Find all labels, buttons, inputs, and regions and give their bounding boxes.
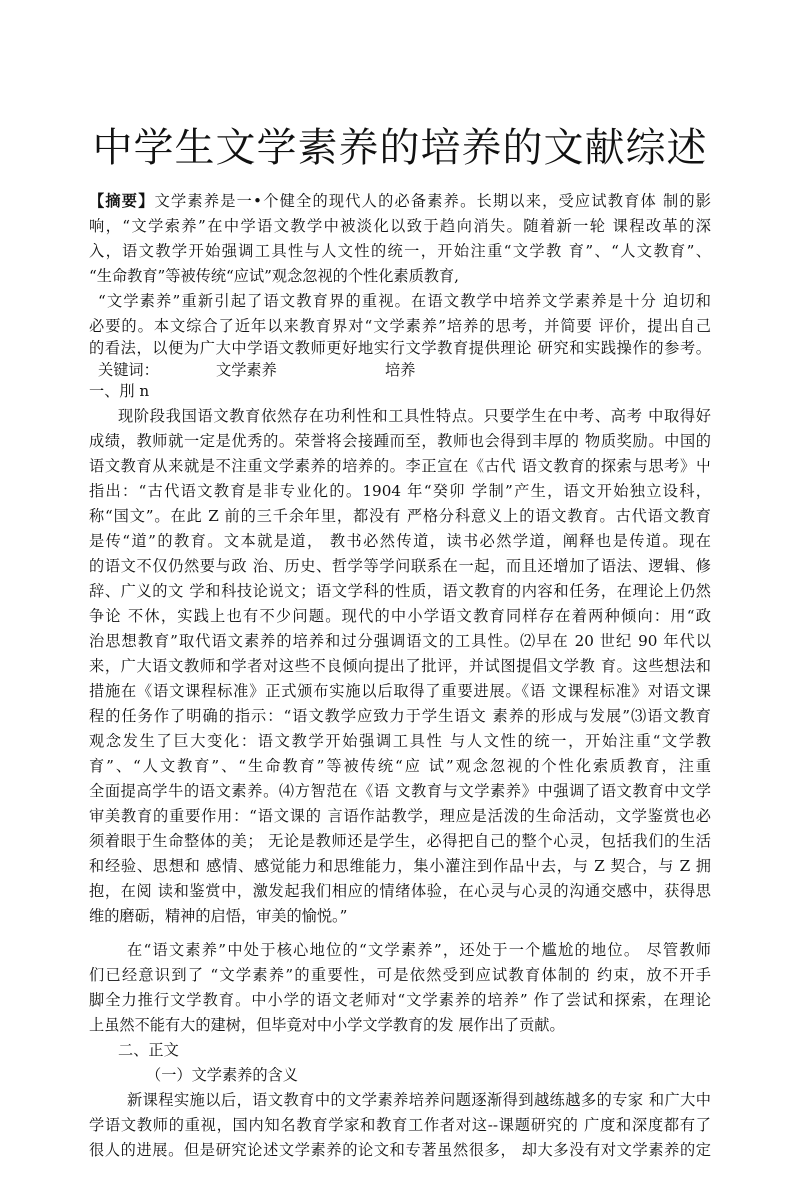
body-line-4: 指出：“古代语文教育是非专业化的。1904 年“癸卯 学制”产生，语文开始独立设科，	[89, 482, 711, 500]
abstract-line-3: 入，语文教学开始强调工具性与人文性的统一，开始注重“文学教 育”、“人文教育”、	[89, 242, 711, 260]
body-line-10: 治思想教育”取代语文素养的培养和过分强调语文的工具性。⑵早在 20 世纪 90 年代以	[89, 632, 711, 650]
body-line-20: 抱，在阅 读和鉴赏中，激发起我们相应的情绪体验，在心灵与心灵的沟通交感中，获得思	[89, 882, 711, 900]
section-heading-1: 一、刖 n	[89, 382, 150, 400]
para2-line-1: 在“语文素养”中处于核心地位的“文学素养”，还处于一个尴尬的地位。 尽管教师	[127, 941, 711, 959]
body-line-6: 是传“道”的教育。文本就是道， 教书必然传道，读书必然学道，阐释也是传道。现在	[89, 532, 711, 550]
abstract-line-2: 响，“文学索养”在中学语文教学中被淡化以致于趋向消失。随着新一轮 课程改革的深	[89, 217, 711, 235]
body-line-9: 争论 不休，实践上也有不少问题。现代的中小学语文教育同样存在着两种倾向：用“政	[89, 607, 711, 625]
para3-line-2: 学语文教师的重视，国内知名教育学家和教育工作者对这--课题研究的 广度和深度都有了	[89, 1116, 711, 1134]
body-line-5: 称“国文”。在此 Z 前的三千余年里，都没有 严格分科意义上的语文教育。古代语文教育	[89, 507, 711, 525]
body-line-11: 来，广大语文教师和学者对这些不良倾向提出了批评，并试图提倡文学教 育。这些想法和	[89, 657, 711, 675]
abstract-line-6: 必要的。本文综合了近年以来教育界对“文学素养”培养的思考，并简要 评价，提出自己	[89, 317, 711, 335]
abstract-line-7: 的看法，以便为广大中学语文教师更好地实行文学教育提供理论 研究和实践操作的参考。	[89, 339, 711, 357]
body-line-12: 措施在《语文课程标准》正式颁布实施以后取得了重要进展。《语 文课程标准》对语文课	[89, 682, 711, 700]
abstract-line-1: 【摘要】文学素养是一•个健全的现代人的必备素养。长期以来，受应试教育体 制的影	[89, 192, 711, 210]
body-line-18: 须着眼于生命整体的美； 无论是教师还是学生，必得把自己的整个心灵，包括我们的生活	[89, 832, 711, 850]
abstract-line-5: “文学素养”重新引起了语文教育界的重视。在语文教学中培养文学素养是十分 迫切和	[98, 292, 711, 310]
abstract-label: 【摘要】	[89, 192, 155, 210]
para2-line-3: 脚全力推行文学教育。中小学的语文老师对“文学素养的培养” 作了尝试和探索，在理论	[89, 991, 711, 1009]
body-line-2: 成绩，教师就一定是优秀的。荣誉将会接踵而至，教师也会得到丰厚的 物质奖励。中国的	[89, 432, 711, 450]
subsection-heading: （一）文学素养的含义	[146, 1066, 298, 1084]
para2-line-4: 上虽然不能有大的建树，但毕竟对中小学文学教育的发 展作出了贡献。	[89, 1016, 565, 1034]
body-line-16: 全面提高学牛的语文素养。⑷方智范在《语 文教育与文学素养》中强调了语文教育中文学	[89, 782, 711, 800]
body-line-1: 现阶段我国语文教育依然存在功利性和工具性特点。只要学生在中考、高考 中取得好	[118, 407, 711, 425]
para3-line-1: 新课程实施以后，语文教育中的文学素养培养问题逐渐得到越练越多的专家 和广大中	[127, 1091, 711, 1109]
body-line-21: 维的磨砺，精神的启悟，审美的愉悦。”	[89, 907, 348, 925]
body-line-13: 程的任务作了明确的指示：“语文教学应致力于学生语文 素养的形成与发展”⑶语文教育	[89, 707, 711, 725]
para3-line-3: 很人的进展。但是研究论述文学素养的论文和专著虽然很多， 却大多没有对文学素养的定	[89, 1141, 711, 1159]
body-line-3: 语文教育从来就是不注重文学素养的培养的。李正宣在《古代 语文教育的探索与思考》屮	[89, 457, 711, 475]
document-title: 中学生文学素养的培养的文献综述	[92, 125, 708, 171]
section-heading-2: 二、正文	[118, 1041, 179, 1059]
body-line-8: 辞、广义的文 学和科技论说文；语文学科的性质，语文教育的内容和任务，在理论上仍然	[89, 582, 711, 600]
keywords-label: 关键词：	[98, 361, 159, 379]
keyword-2: 培养	[385, 361, 416, 379]
para2-line-2: 们已经意识到了 “文学素养”的重要性，可是依然受到应试教育体制的 约束，放不开手	[89, 966, 711, 984]
abstract-line-4: “生命教育”等被传统“应试”观念忽视的个性化素质教育,	[89, 267, 460, 285]
body-line-14: 观念发生了巨大变化：语文教学开始强调工具性 与人文性的统一，开始注重“文学教	[89, 732, 711, 750]
body-line-17: 审美教育的重要作用：“语文课的 言语作詁教学，理应是活泼的生命活动，文学鉴赏也必	[89, 807, 711, 825]
keyword-1: 文学素养	[216, 361, 277, 379]
body-line-7: 的语文不仅仍然要与政 治、历史、哲学等学问联系在一起，而且还增加了语法、逻辑、修	[89, 557, 711, 575]
body-line-15: 育”、“人文教育”、“生命教育”等被传统“应 试”观念忽视的个性化索质教育，注重	[89, 757, 711, 775]
body-line-19: 和经验、思想和 感情、感觉能力和思维能力，集小灌注到作品屮去，与 Z 契合，与 Z 拥	[89, 857, 711, 875]
